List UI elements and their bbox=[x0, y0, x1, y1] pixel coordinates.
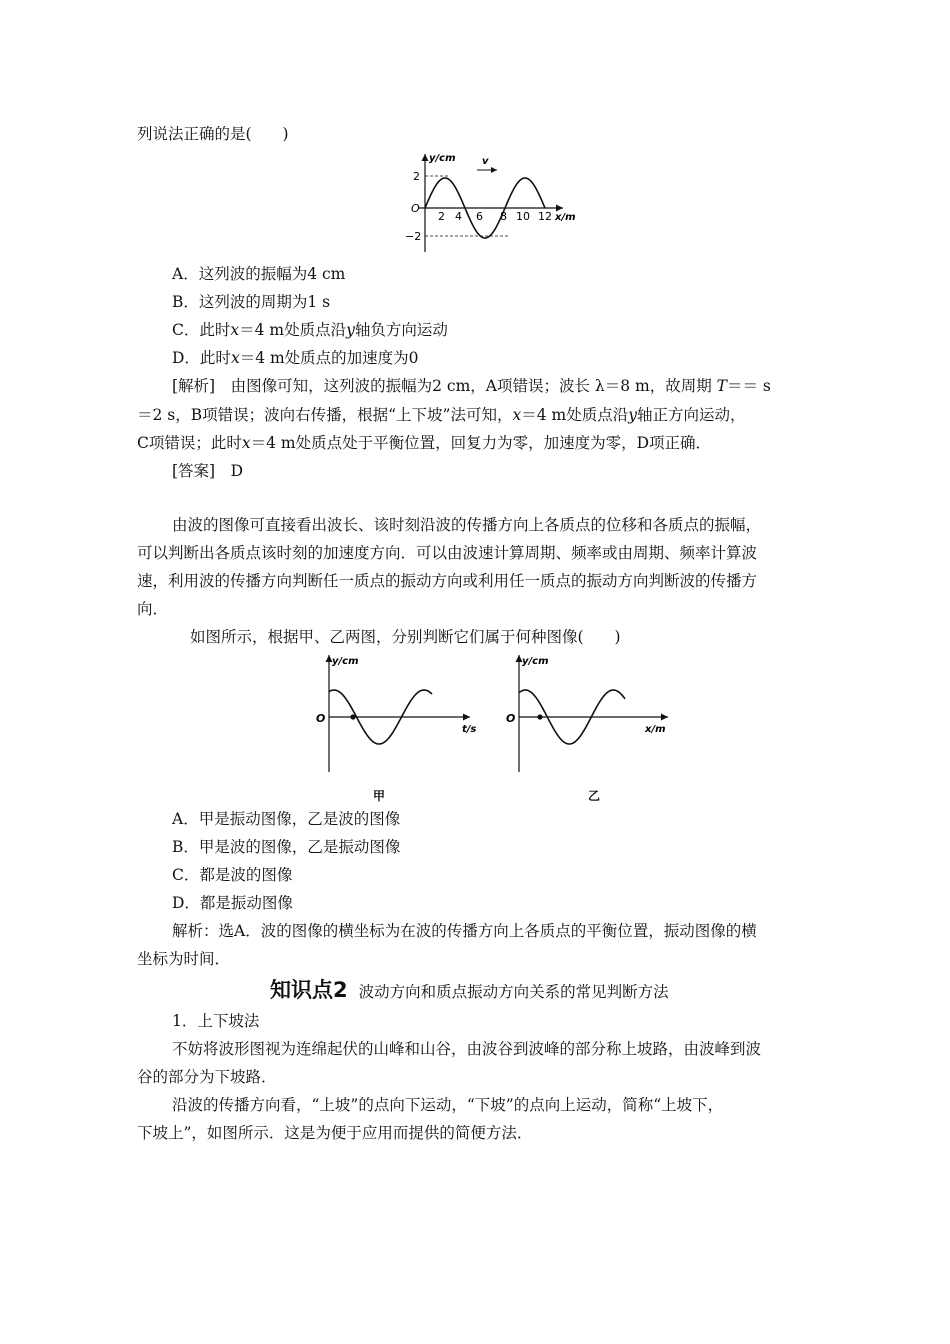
graph-jia-ylabel: y/cm bbox=[332, 656, 359, 667]
x-tick-6: 6 bbox=[476, 210, 483, 223]
method-note-line4: 向． bbox=[137, 600, 169, 618]
kp-p1-line1: 不妨将波形图视为连绵起伏的山峰和山谷，由波谷到波峰的部分称上坡路，由波峰到波 bbox=[172, 1040, 762, 1058]
kp-p2-line2: 下坡上”，如图所示．这是为便于应用而提供的简便方法． bbox=[137, 1124, 533, 1142]
question-stem-tail: 列说法正确的是( ) bbox=[137, 125, 289, 143]
method-note-line2: 可以判断出各质点该时刻的加速度方向．可以由波速计算周期、频率或由周期、频率计算波 bbox=[137, 544, 758, 562]
y-tick-neg2: −2 bbox=[405, 230, 422, 243]
kp-p1-line2: 谷的部分为下坡路． bbox=[137, 1068, 277, 1086]
q1-analysis-line1: [解析] 由图像可知，这列波的振幅为2 cm，A项错误；波长 λ＝8 m，故周期 T＝＝ s bbox=[172, 377, 771, 395]
graph-yi-ylabel: y/cm bbox=[522, 656, 549, 667]
x-tick-12: 12 bbox=[538, 210, 552, 223]
origin-label: O bbox=[411, 202, 420, 215]
graph-jia-xlabel: t/s bbox=[462, 724, 477, 735]
x-tick-2: 2 bbox=[438, 210, 445, 223]
q2-analysis-line2: 坐标为时间． bbox=[137, 950, 231, 968]
velocity-label: v bbox=[482, 156, 489, 167]
x-axis-label: x/m bbox=[555, 212, 576, 223]
q1-answer: [答案] D bbox=[172, 462, 244, 480]
q1-option-c: C．此时x＝4 m处质点沿y轴负方向运动 bbox=[172, 321, 448, 339]
wave-graph-q1 bbox=[405, 150, 585, 260]
q1-option-a: A．这列波的振幅为4 cm bbox=[172, 265, 346, 283]
graph-yi-xlabel: x/m bbox=[645, 724, 666, 735]
q2-option-d: D．都是振动图像 bbox=[172, 894, 293, 912]
q1-analysis-line3: C项错误；此时x＝4 m处质点处于平衡位置，回复力为零，加速度为零，D项正确． bbox=[137, 434, 712, 452]
marked-point bbox=[350, 714, 355, 719]
q2-option-c: C．都是波的图像 bbox=[172, 866, 293, 884]
knowledge-point-heading bbox=[270, 977, 669, 1005]
q2-option-b: B．甲是波的图像，乙是振动图像 bbox=[172, 838, 401, 856]
caption-yi: 乙 bbox=[588, 789, 601, 803]
x-tick-4: 4 bbox=[455, 210, 462, 223]
graph-yi bbox=[500, 650, 680, 775]
q2-analysis-line1: 解析：选A．波的图像的横坐标为在波的传播方向上各质点的平衡位置，振动图像的横 bbox=[172, 922, 757, 940]
q1-option-b: B．这列波的周期为1 s bbox=[172, 293, 331, 311]
y-axis-label: y/cm bbox=[429, 153, 456, 164]
method-note-line1: 由波的图像可直接看出波长、该时刻沿波的传播方向上各质点的位移和各质点的振幅， bbox=[172, 516, 762, 534]
graph-jia bbox=[310, 650, 490, 775]
method-item-1: 1．上下坡法 bbox=[172, 1012, 260, 1030]
x-tick-8: 8 bbox=[500, 210, 507, 223]
method-note-line3: 速，利用波的传播方向判断任一质点的振动方向或利用任一质点的振动方向判断波的传播方 bbox=[137, 572, 758, 590]
graph-jia-origin: O bbox=[316, 712, 326, 725]
q1-option-d: D．此时x＝4 m处质点的加速度为0 bbox=[172, 349, 419, 367]
marked-point bbox=[537, 714, 542, 719]
graph-yi-origin: O bbox=[506, 712, 516, 725]
kp-p2-line1: 沿波的传播方向看，“上坡”的点向下运动，“下坡”的点向上运动，简称“上坡下， bbox=[172, 1096, 724, 1114]
x-tick-10: 10 bbox=[516, 210, 530, 223]
caption-jia: 甲 bbox=[373, 789, 386, 803]
q2-stem: 如图所示，根据甲、乙两图，分别判断它们属于何种图像( ) bbox=[190, 628, 621, 646]
y-tick-2: 2 bbox=[413, 170, 420, 183]
q2-option-a: A．甲是振动图像，乙是波的图像 bbox=[172, 810, 401, 828]
knowledge-point-title: 波动方向和质点振动方向关系的常见判断方法 bbox=[358, 983, 669, 1001]
knowledge-point-number: 知识点2 bbox=[270, 978, 348, 1002]
q1-analysis-line2: ＝2 s，B项错误；波向右传播，根据“上下坡”法可知，x＝4 m处质点沿y轴正方向运动， bbox=[137, 406, 746, 424]
